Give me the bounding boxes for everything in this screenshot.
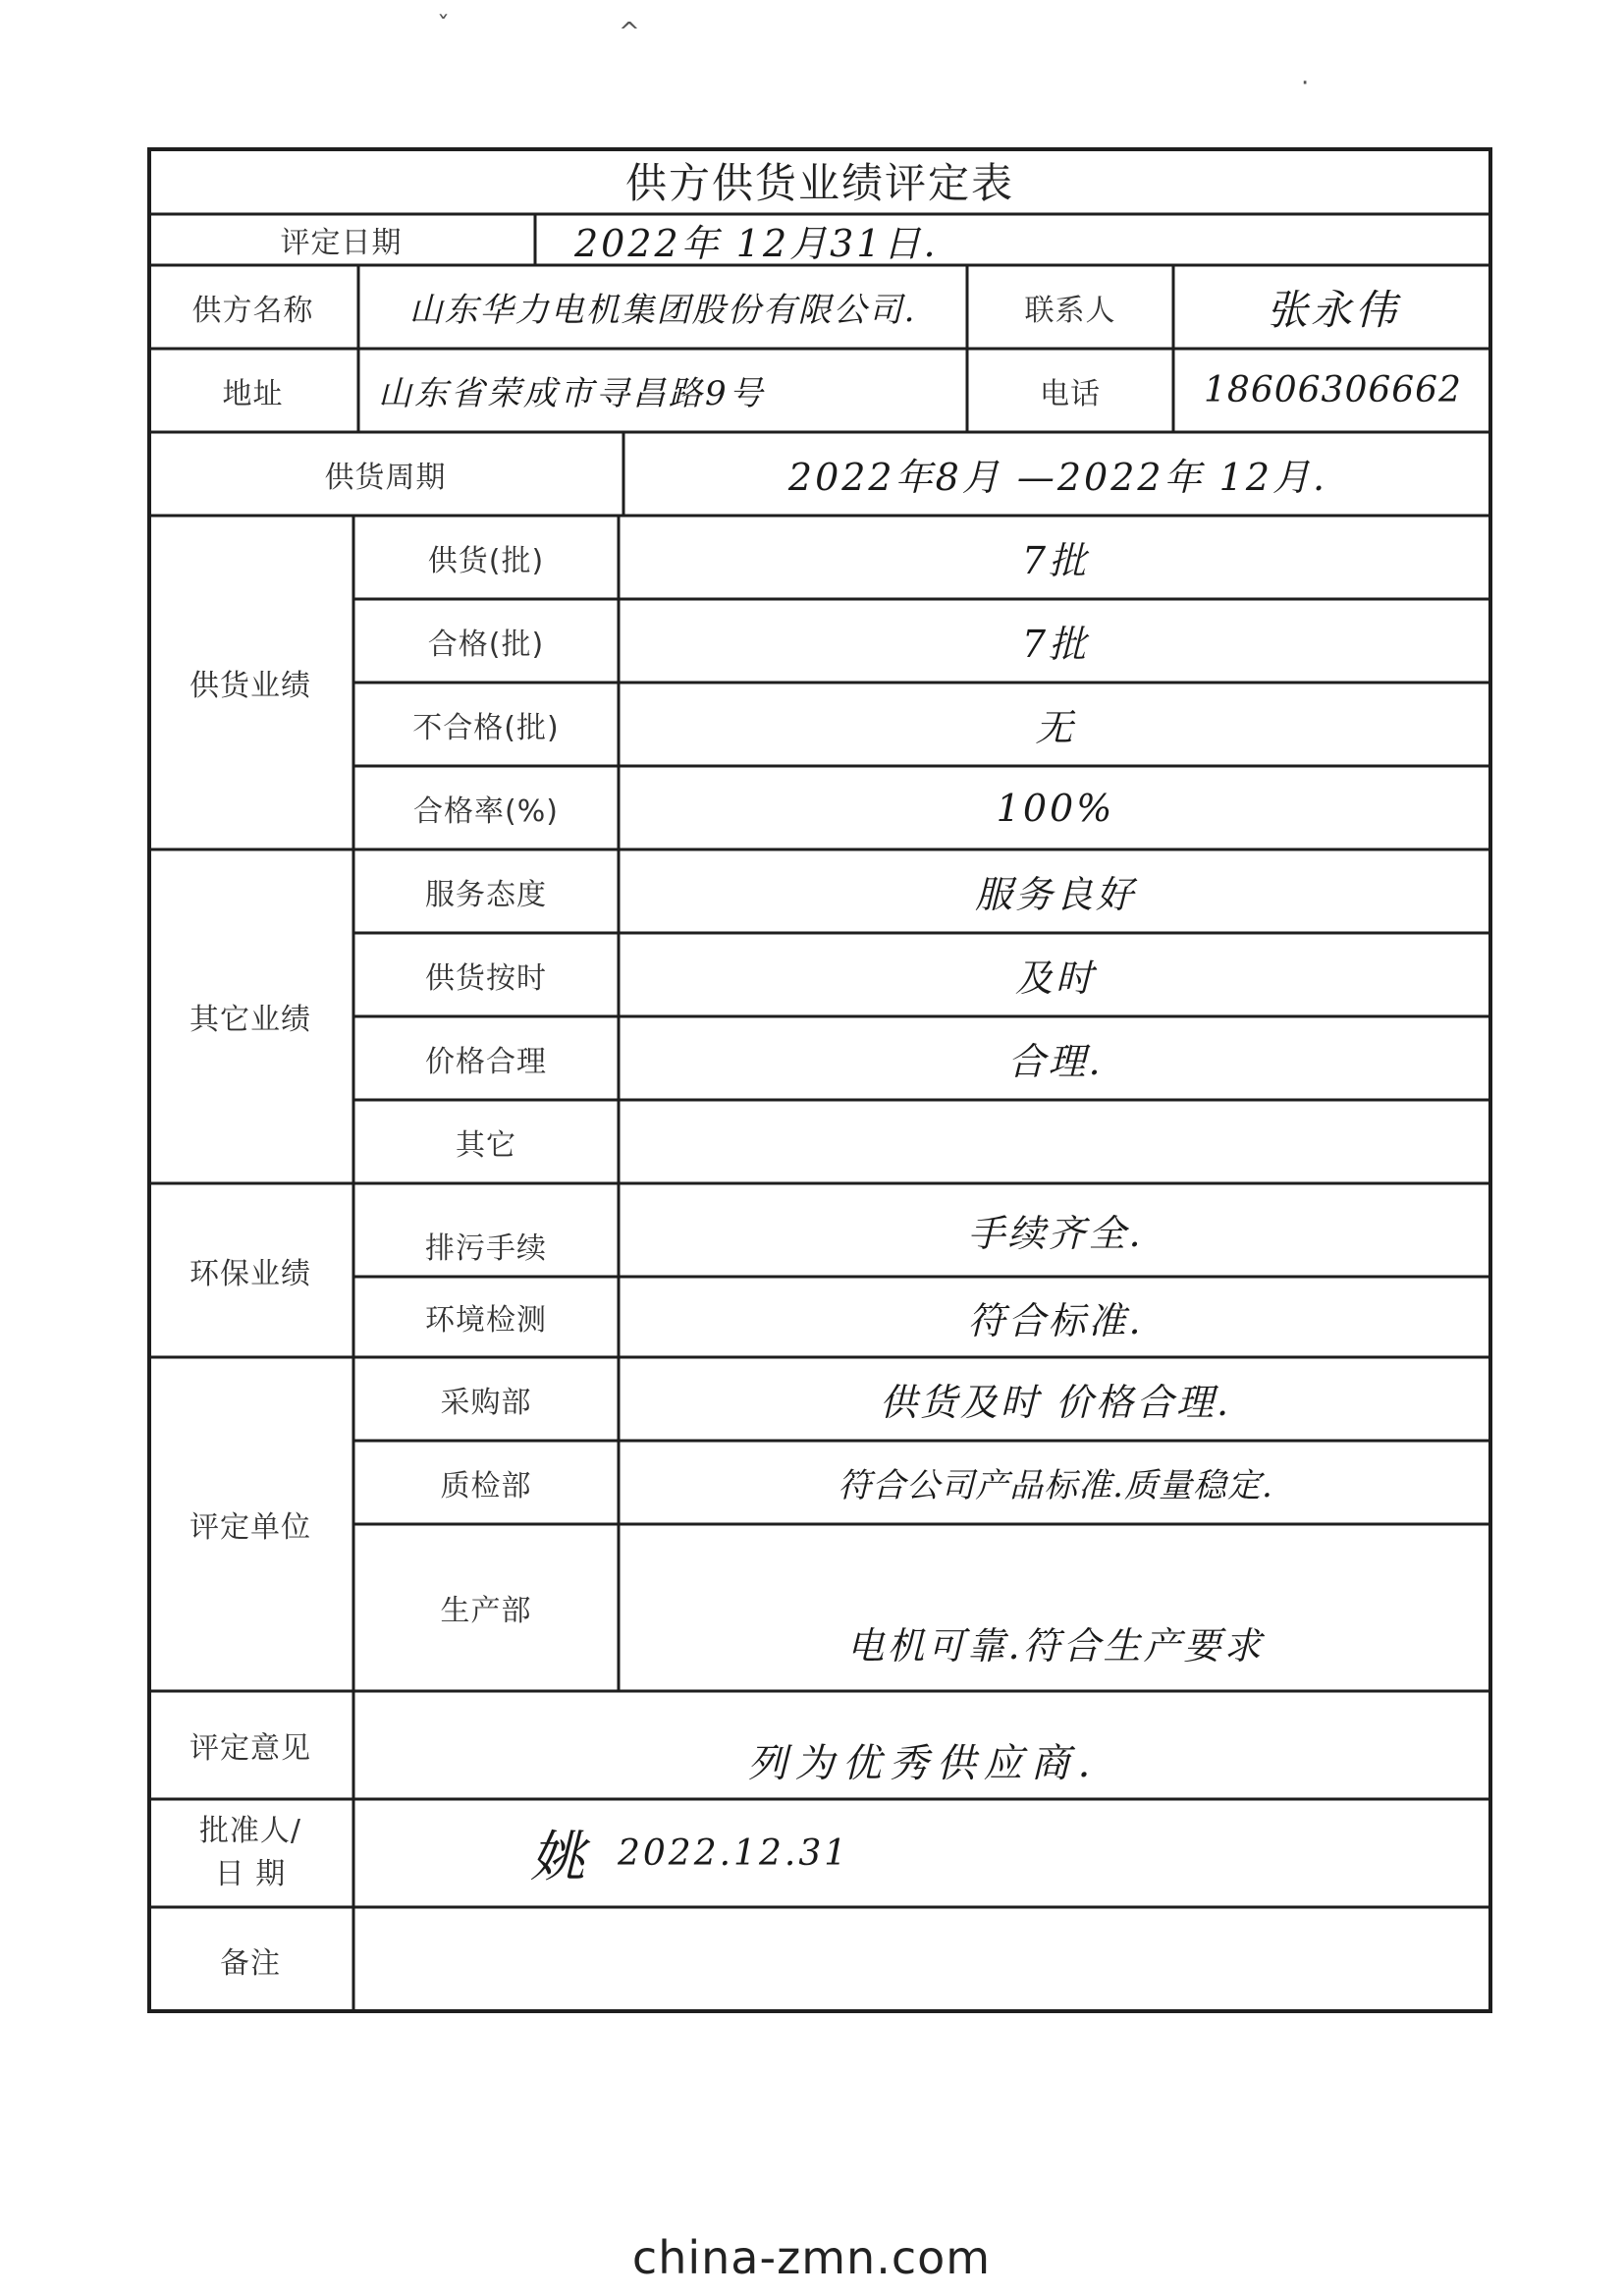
units-group-label: 评定单位 [189, 1510, 311, 1545]
env-row-label: 排污手续 [425, 1230, 547, 1266]
approval-value [353, 1799, 1492, 1907]
other-row-value: 服务良好 [974, 873, 1136, 916]
supply-group-label: 供货业绩 [189, 669, 311, 703]
other-row-value: 合理. [1007, 1040, 1104, 1083]
env-row-value: 手续齐全. [967, 1212, 1144, 1255]
supply-row-value: 7批 [1021, 539, 1090, 582]
approval-label [147, 1799, 353, 1907]
phone-label: 电话 [1040, 376, 1101, 411]
contact-value: 张永伟 [1266, 285, 1399, 334]
supply-row-label: 合格(批) [427, 627, 545, 662]
other-row-value: 及时 [1014, 957, 1096, 1000]
address-value: 山东省荣成市寻昌路9号 [378, 374, 766, 413]
supplier-label: 供方名称 [191, 293, 314, 328]
env-group-label: 环保业绩 [189, 1256, 311, 1291]
supplier-value: 山东华力电机集团股份有限公司. [408, 291, 917, 330]
other-row-label: 价格合理 [425, 1044, 547, 1079]
supply-row-value: 无 [1035, 706, 1076, 749]
other-group-label: 其它业绩 [189, 1003, 311, 1037]
contact-label: 联系人 [1024, 293, 1116, 328]
approval-label-line2: 日 期 [214, 1857, 287, 1891]
approver-signature: 姚 [530, 1826, 588, 1889]
other-row-value [619, 1100, 1492, 1183]
units-row-label: 质检部 [440, 1468, 532, 1503]
supply-row-value: 100% [996, 786, 1115, 830]
address-label: 地址 [222, 376, 284, 411]
units-row-label: 生产部 [440, 1594, 532, 1628]
supply-row-label: 不合格(批) [412, 710, 560, 745]
other-row-label: 供货按时 [425, 960, 547, 996]
env-row-value: 符合标准. [967, 1298, 1144, 1342]
other-row-label: 其它 [456, 1127, 516, 1163]
supply-row-value: 7批 [1021, 623, 1090, 666]
units-row-label: 采购部 [440, 1385, 532, 1420]
units-row-value: 电机可靠.符合生产要求 [846, 1623, 1265, 1667]
other-row-label: 服务态度 [425, 877, 547, 912]
watermark-text: china-zmn.com [631, 2231, 992, 2284]
units-row-value: 符合公司产品标准.质量稳定. [838, 1466, 1273, 1505]
units-row-value: 供货及时 价格合理. [879, 1381, 1232, 1424]
env-row-label: 环境检测 [425, 1303, 547, 1338]
date-value: 2022年 12月31日. [574, 221, 939, 265]
supply-row-label: 供货(批) [427, 543, 545, 578]
evaluation-form [147, 147, 1492, 2013]
supply-row-label: 合格率(%) [413, 793, 559, 829]
remarks-value [353, 1907, 1492, 2013]
period-value: 2022年8月 —2022年 12月. [787, 456, 1328, 499]
approval-label-line1: 批准人/ [198, 1814, 302, 1848]
form-title: 供方供货业绩评定表 [624, 159, 1014, 207]
opinion-label: 评定意见 [189, 1731, 311, 1766]
phone-value: 18606306662 [1204, 370, 1462, 410]
date-label: 评定日期 [280, 226, 403, 260]
approval-date: 2022.12.31 [618, 1832, 850, 1874]
remarks-label: 备注 [220, 1946, 281, 1981]
period-label: 供货周期 [324, 460, 447, 495]
opinion-value: 列为优秀供应商. [747, 1740, 1099, 1786]
